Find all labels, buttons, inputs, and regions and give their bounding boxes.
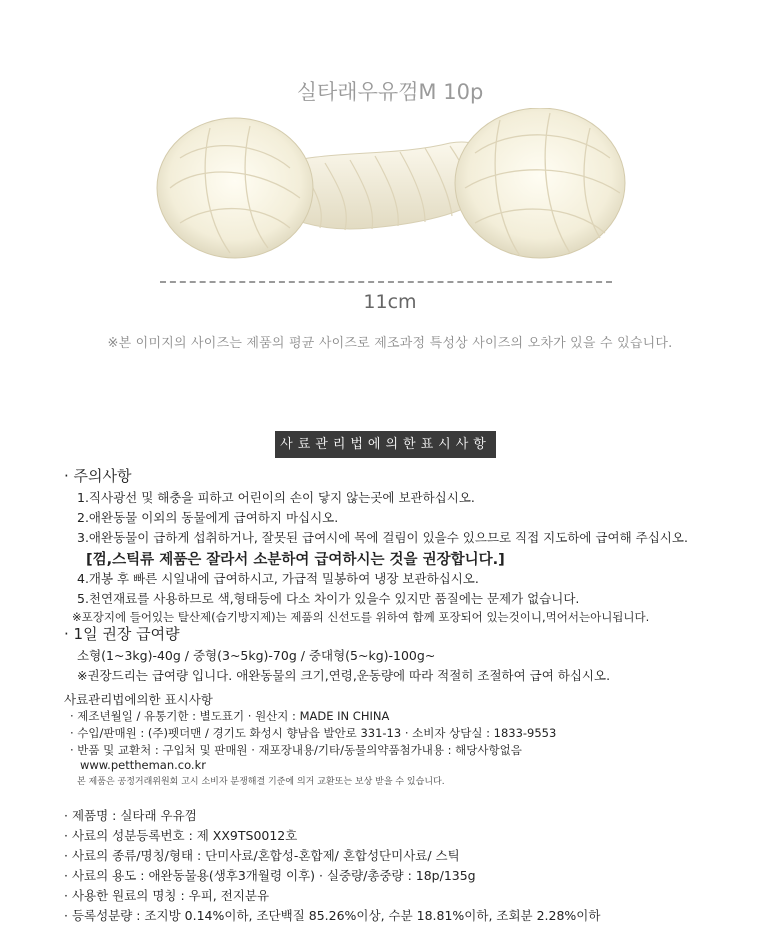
spec-feed-type: · 사료의 종류/명칭/형태 : 단미사료/혼합성-혼합제/ 혼합성단미사료/ 스틱: [64, 848, 460, 863]
spec-usage-weight: · 사료의 용도 : 애완동물용(생후3개월령 이후) · 실중량/총중량 : 18p/135g: [64, 868, 476, 883]
milk-chew-image: [150, 108, 630, 274]
product-title: 실타래우유껌M 10p: [296, 80, 484, 104]
caution-heading: · 주의사항: [64, 467, 132, 485]
spec-registration-number: · 사료의 성분등록번호 : 제 XX9TS0012호: [64, 828, 298, 843]
daily-amounts: 소형(1~3kg)-40g / 중형(3~5kg)-70g / 중대형(5~kg)-100g~: [77, 648, 436, 663]
legal-fine-print: 본 제품은 공정거래위원회 고시 소비자 분쟁해결 기준에 의거 교환또는 보상 받을 수 있습니다.: [77, 777, 445, 787]
caution-item-2: 2.애완동물 이외의 동물에게 급여하지 마십시오.: [77, 510, 339, 525]
legal-heading: 사료관리법에의한 표시사항: [64, 692, 213, 707]
spec-product-name: · 제품명 : 실타래 우유껌: [64, 808, 197, 823]
caution-item-1: 1.직사광선 및 해충을 피하고 어린이의 손이 닿지 않는곳에 보관하십시오.: [77, 490, 475, 505]
caution-emphasis: [껌,스틱류 제품은 잘라서 소분하여 급여하시는 것을 권장합니다.]: [86, 552, 505, 568]
size-dashed-line: [160, 281, 612, 283]
spec-composition: · 등록성분량 : 조지방 0.14%이하, 조단백질 85.26%이상, 수분 18.81%이하, 조회분 2.28%이하: [64, 908, 601, 923]
caution-item-3: 3.애완동물이 급하게 섭취하거나, 잘못된 급여시에 목에 걸림이 있을수 있으므로 직접 지도하에 급여해 주십시오.: [77, 530, 688, 545]
legal-line-2: · 수입/판매원 : (주)펫더맨 / 경기도 화성시 향남읍 발안로 331-13 · 소비자 상담실 : 1833-9553: [70, 726, 557, 740]
caution-note: ※포장지에 들어있는 탈산제(습기방지제)는 제품의 신선도를 위하여 함께 포장되어 있는것이니,먹어서는아니됩니다.: [72, 610, 650, 624]
legal-banner: 사료관리법에의한표시사항: [275, 431, 496, 458]
caution-item-4: 4.개봉 후 빠른 시일내에 급여하시고, 가급적 밀봉하여 냉장 보관하십시오.: [77, 571, 479, 586]
daily-note: ※권장드리는 급여량 입니다. 애완동물의 크기,연령,운동량에 따라 적절히 조절하여 급여 하십시오.: [77, 668, 611, 683]
size-label: 11cm: [363, 291, 417, 313]
daily-heading: · 1일 권장 급여량: [64, 625, 180, 643]
size-note: ※본 이미지의 사이즈는 제품의 평균 사이즈로 제조과정 특성상 사이즈의 오차가 있을 수 있습니다.: [107, 336, 673, 351]
caution-item-5: 5.천연재료를 사용하므로 색,형태등에 다소 차이가 있을수 있지만 품질에는 문제가 없습니다.: [77, 591, 580, 606]
spec-ingredients: · 사용한 원료의 명칭 : 우피, 전지분유: [64, 888, 270, 903]
legal-line-1: · 제조년월일 / 유통기한 : 별도표기 · 원산지 : MADE IN CHINA: [70, 709, 390, 723]
legal-line-3: · 반품 및 교환처 : 구입처 및 판매원 · 재포장내용/기타/동물의약품첨가내용 : 해당사항없음: [70, 743, 522, 757]
website-link[interactable]: www.pettheman.co.kr: [80, 758, 206, 772]
